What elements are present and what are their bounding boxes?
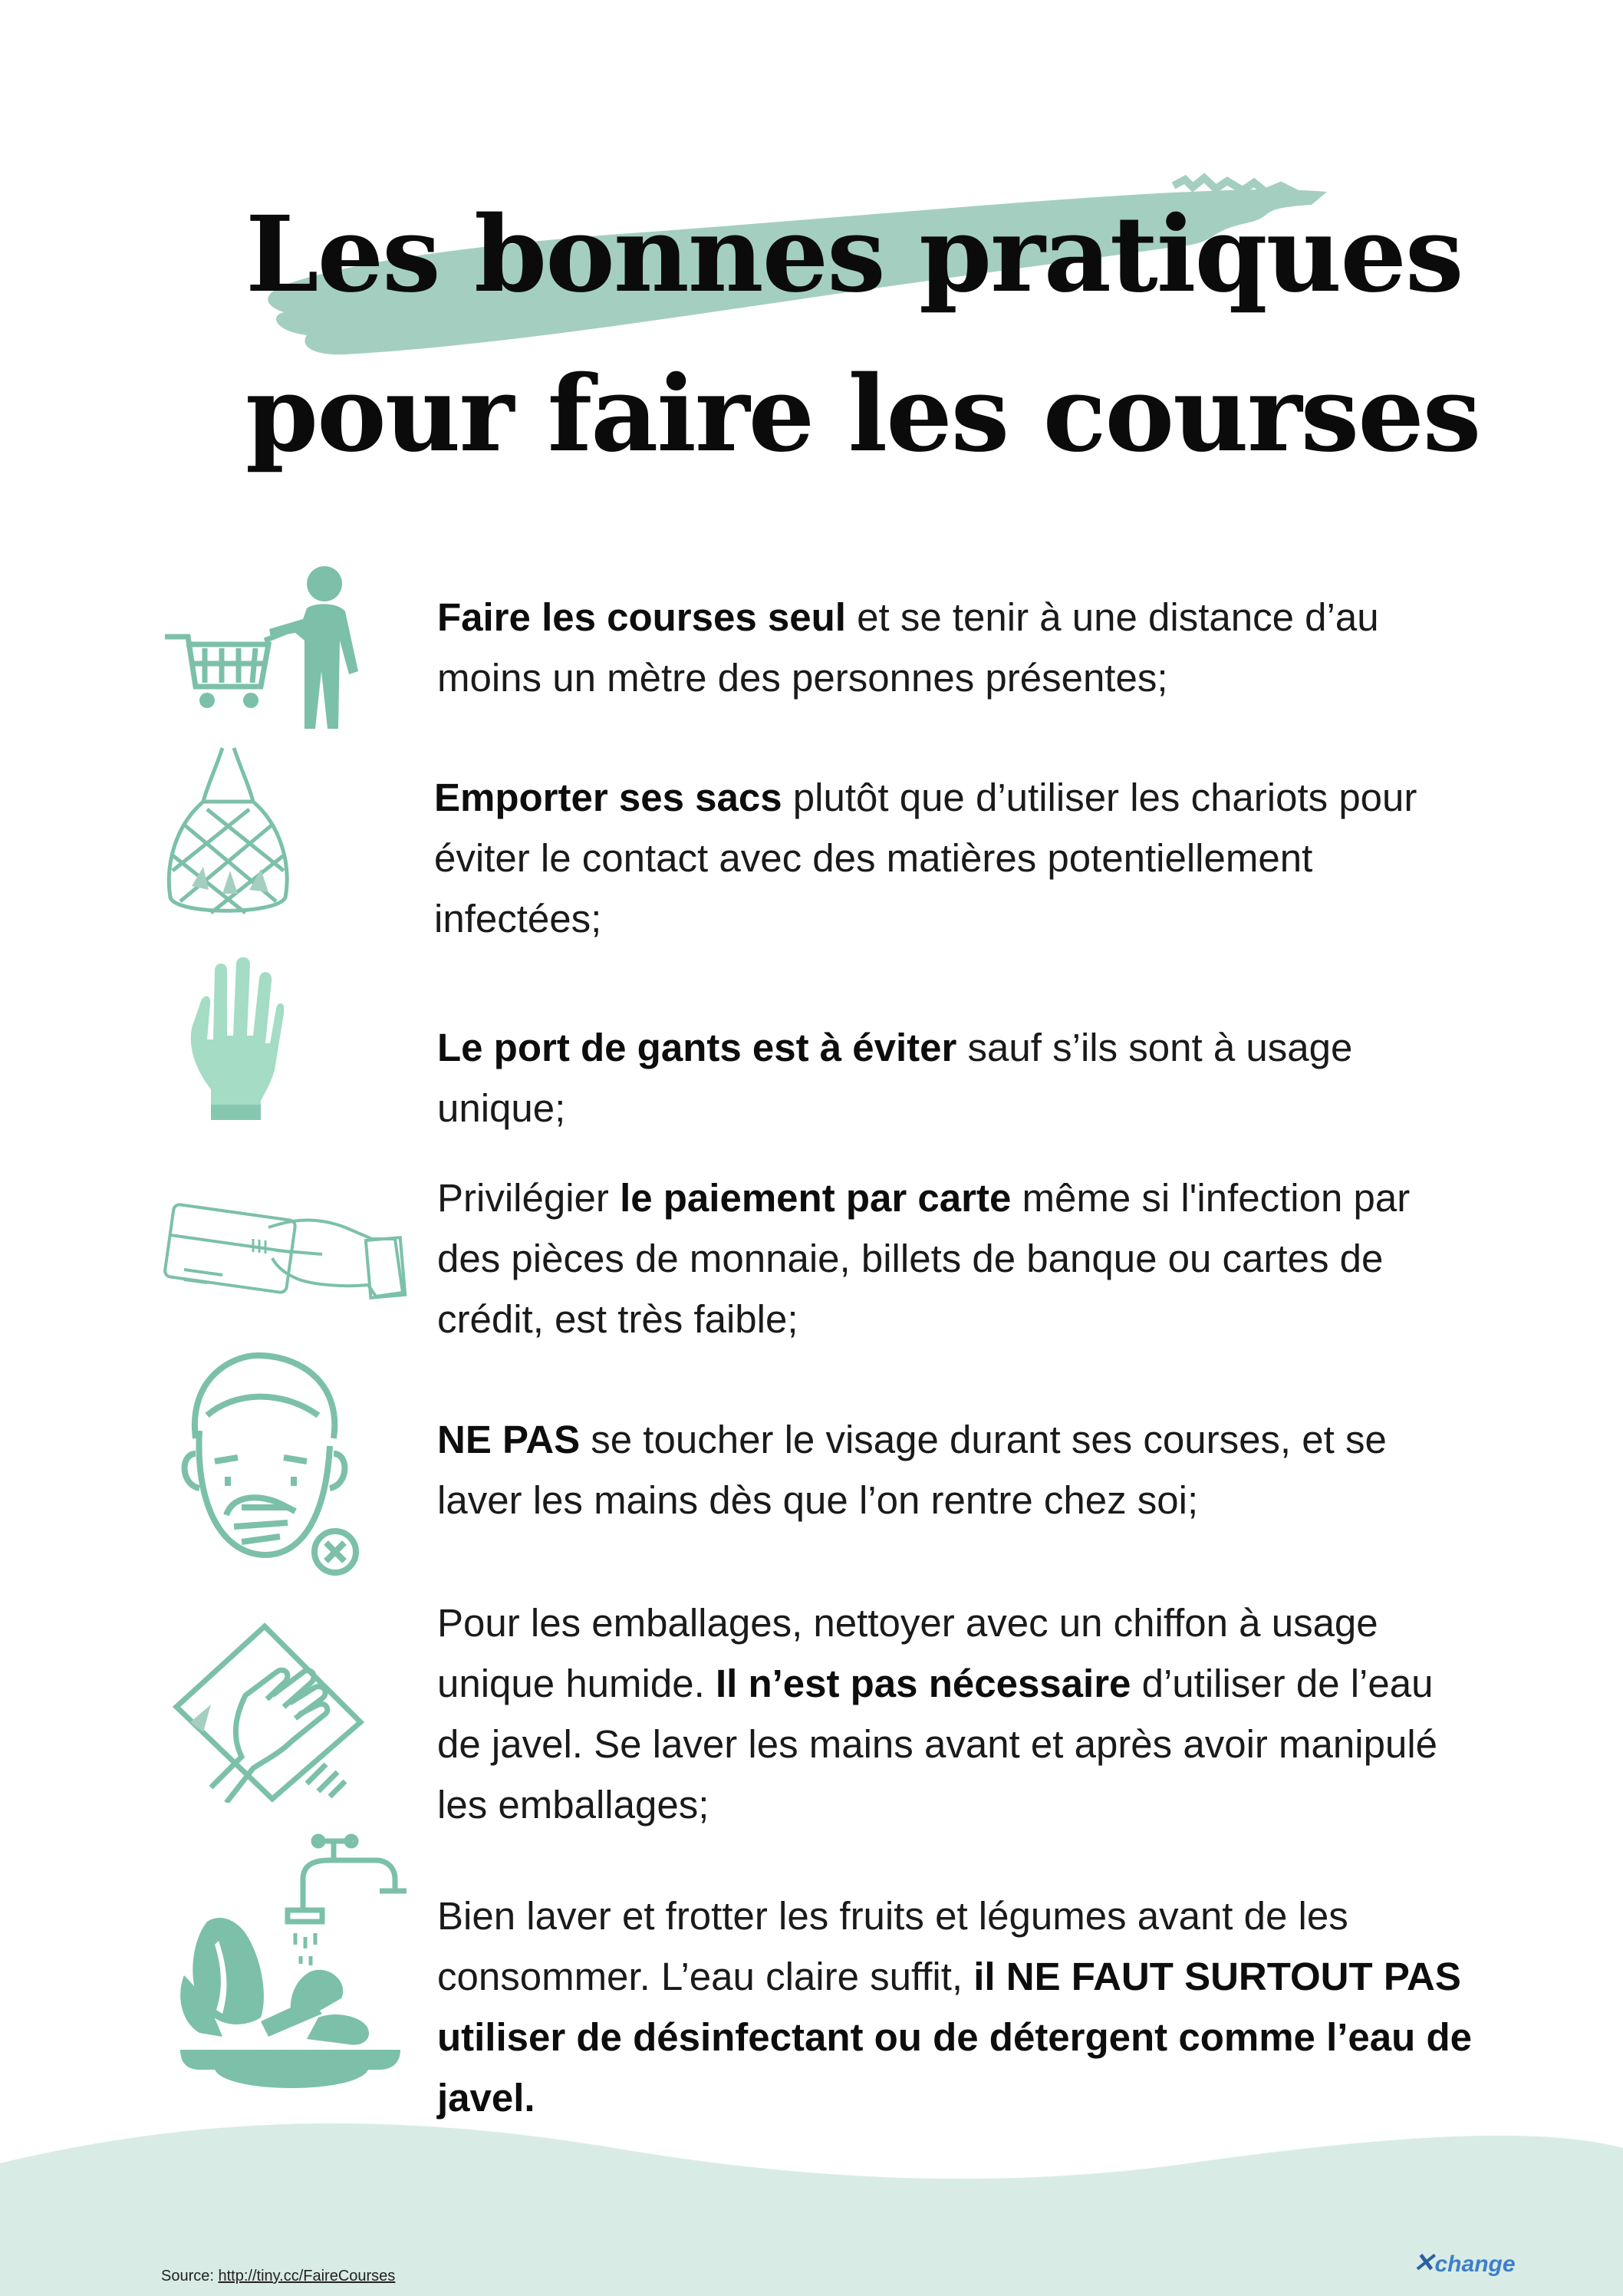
tip-text: plutôt que d’utiliser les chariots pour éviter le contact avec des matières potentiellement infectées;: [434, 776, 1417, 940]
glove-icon: [184, 955, 284, 1124]
source-label: Source:: [161, 2268, 219, 2284]
tip-text: se toucher le visage durant ses courses, et se laver les mains dès que l’on rentre chez soi;: [437, 1418, 1387, 1522]
tip-text: Bien laver et frotter les fruits et légumes avant de les consommer. L’eau claire suffit,: [437, 1894, 1348, 1998]
card-payment-icon: [161, 1197, 414, 1316]
tip-emphasis: il NE FAUT SURTOUT PAS utiliser de désinfectant ou de détergent comme l’eau de javel.: [437, 1955, 1472, 2120]
source-link[interactable]: http://tiny.cc/FaireCourses: [218, 2268, 396, 2284]
tip-emphasis: Il n’est pas nécessaire: [715, 1662, 1131, 1705]
tip-emphasis: Emporter ses sacs: [434, 776, 782, 819]
title-line-1: Les bonnes pratiques: [245, 193, 1463, 316]
logo-text: change: [1434, 2252, 1516, 2277]
wipe-cloth-hand-icon: [169, 1619, 368, 1803]
no-face-touch-icon: [165, 1346, 364, 1580]
tip-1-text: [437, 587, 1480, 708]
page-title: [245, 175, 1480, 494]
tip-2-text: [434, 767, 1477, 949]
tip-5-text: [437, 1409, 1480, 1530]
wash-vegetables-icon: [176, 1833, 407, 2110]
tip-emphasis: NE PAS: [437, 1418, 581, 1461]
logo-mark-icon: ✕: [1413, 2248, 1435, 2278]
tip-text: Privilégier: [437, 1176, 621, 1220]
tip-3-text: [437, 1017, 1480, 1138]
tip-emphasis: Le port de gants est à éviter: [437, 1026, 957, 1069]
tip-6-text: [437, 1593, 1480, 1835]
source-credit: [161, 2268, 395, 2285]
tip-text: d’utiliser de l’eau de javel. Se laver les mains avant et après avoir manipulé les emballages;: [437, 1662, 1438, 1827]
tip-text: sauf s’ils sont à usage unique;: [437, 1026, 1353, 1130]
net-bag-icon: [161, 740, 295, 921]
tip-text: Pour les emballages, nettoyer avec un chiffon à usage unique humide.: [437, 1601, 1378, 1705]
title-line-2: pour faire les courses: [245, 353, 1480, 476]
xchange-logo: [1413, 2248, 1516, 2278]
tip-7-text: [437, 1886, 1480, 2128]
tip-text: et se tenir à une distance d’au moins un mètre des personnes présentes;: [437, 595, 1379, 700]
tip-emphasis: Faire les courses seul: [437, 595, 846, 639]
tip-text: même si l'infection par des pièces de monnaie, billets de banque ou cartes de crédit, est très faible;: [437, 1176, 1411, 1341]
tip-emphasis: le paiement par carte: [620, 1176, 1012, 1220]
tip-4-text: [437, 1168, 1480, 1349]
shopping-cart-person-icon: [157, 564, 380, 729]
